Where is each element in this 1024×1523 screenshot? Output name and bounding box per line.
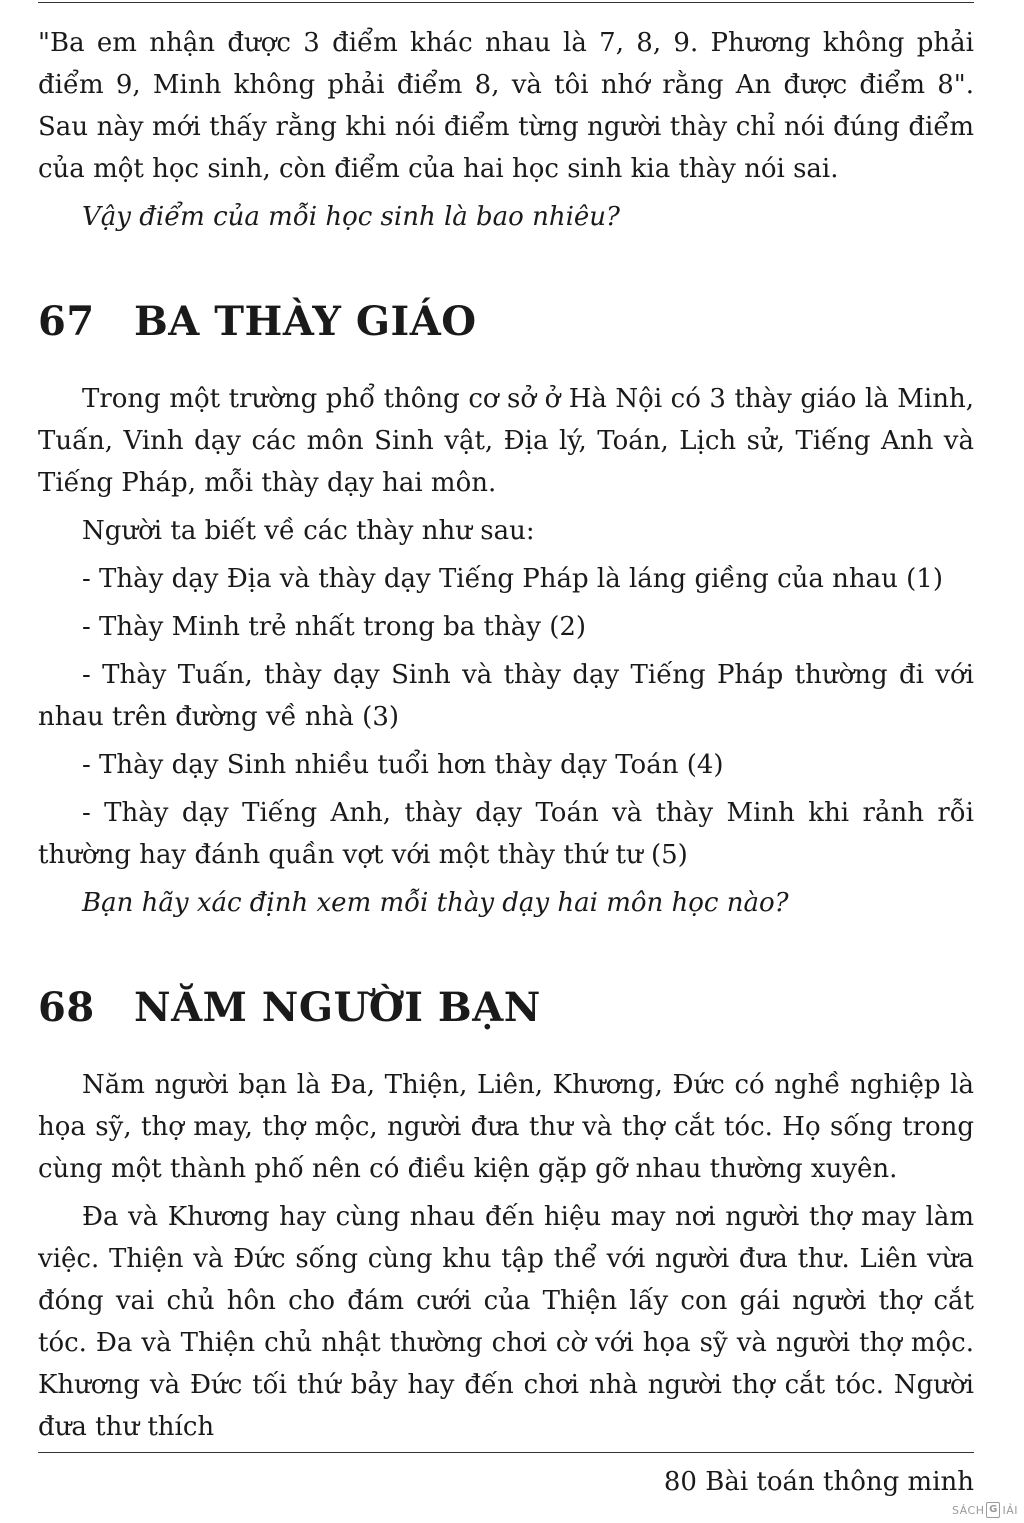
section-67-paragraph: Trong một trường phổ thông cơ sở ở Hà Nội có 3 thày giáo là Minh, Tuấn, Vinh dạy các môn Sinh vật, Địa lý, Toán, Lịch sử, Tiếng Anh và Tiếng Pháp, mỗi thày dạy hai môn.: [38, 384, 974, 498]
section-68-paragraph: Năm người bạn là Đa, Thiện, Liên, Khương, Đức có nghề nghiệp là họa sỹ, thợ may, thợ mộc, người đưa thư và thợ cắt tóc. Họ sống trong cùng một thành phố nên có điều kiện gặp gỡ nhau thường xuyên.: [38, 1070, 974, 1184]
section-67-clue: - Thày Tuấn, thày dạy Sinh và thày dạy Tiếng Pháp thường đi với nhau trên đường về nhà (3): [38, 660, 974, 732]
footer-rule: [38, 1452, 974, 1453]
section-67-number: 67: [38, 298, 95, 345]
section-67-heading: [38, 296, 974, 348]
watermark-box-letter: G: [986, 1502, 1000, 1518]
section-68-paragraph: Đa và Khương hay cùng nhau đến hiệu may nơi người thợ may làm việc. Thiện và Đức sống cùng khu tập thể với người đưa thư. Liên vừa đóng vai chủ hôn cho đám cưới của Thiện lấy con gái người thợ cắt tóc. Đa và Thiện chủ nhật thường chơi cờ với họa sỹ và người thợ mộc. Khương và Đức tối thứ bảy hay đến chơi nhà người thợ cắt tóc. Người đưa thư thích: [38, 1202, 974, 1442]
intro-question: Vậy điểm của mỗi học sinh là bao nhiêu?: [82, 202, 620, 232]
section-67-question: Bạn hãy xác định xem mỗi thày dạy hai môn học nào?: [82, 888, 789, 918]
section-67-clue: - Thày dạy Tiếng Anh, thày dạy Toán và thày Minh khi rảnh rỗi thường hay đánh quần vợt với một thày thứ tư (5): [38, 798, 974, 870]
section-67-paragraph: Người ta biết về các thày như sau:: [82, 516, 535, 546]
page-content: [38, 22, 974, 1454]
section-68-heading: [38, 982, 974, 1034]
intro-paragraph: "Ba em nhận được 3 điểm khác nhau là 7, 8, 9. Phương không phải điểm 9, Minh không phải điểm 8, và tôi nhớ rằng An được điểm 8". Sau này mới thấy rằng khi nói điểm từng người thày chỉ nói đúng điểm của một học sinh, còn điểm của hai học sinh kia thày nói sai.: [38, 28, 974, 184]
section-67-clue: - Thày dạy Địa và thày dạy Tiếng Pháp là láng giềng của nhau (1): [82, 564, 943, 594]
watermark-right-text: IẢI: [1002, 1503, 1018, 1517]
watermark-logo: [952, 1502, 1018, 1518]
footer-book-title: 80 Bài toán thông minh: [663, 1467, 974, 1497]
section-67-title: BA THÀY GIÁO: [134, 298, 477, 345]
section-68-number: 68: [38, 984, 95, 1031]
section-68-title: NĂM NGƯỜI BẠN: [134, 984, 541, 1031]
top-rule: [38, 2, 974, 3]
watermark-left-text: SÁCH: [952, 1503, 985, 1517]
section-67-clue: - Thày Minh trẻ nhất trong ba thày (2): [82, 612, 587, 642]
section-67-clue: - Thày dạy Sinh nhiều tuổi hơn thày dạy Toán (4): [82, 750, 724, 780]
